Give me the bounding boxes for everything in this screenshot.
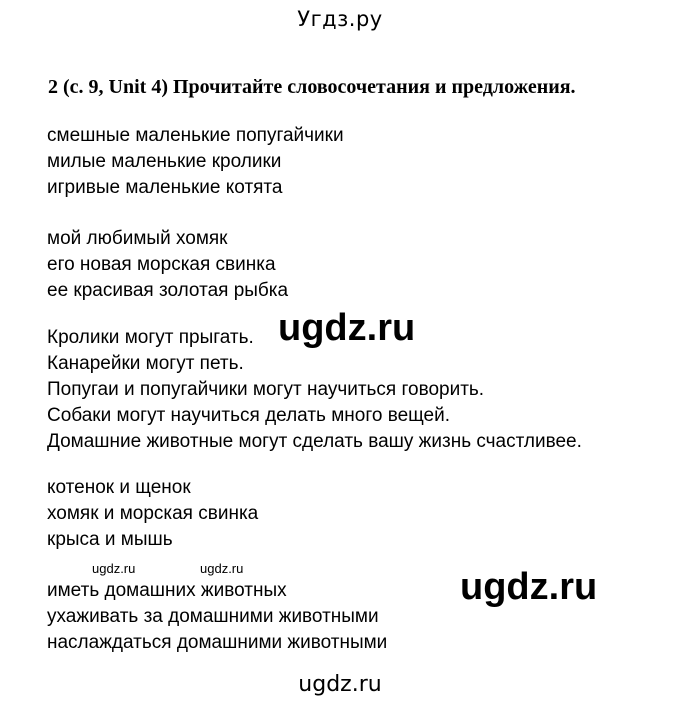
phrase-line: смешные маленькие попугайчики — [47, 125, 344, 146]
sentence-line: Канарейки могут петь. — [47, 353, 244, 374]
sentence-line: Кролики могут прыгать. — [47, 327, 254, 348]
phrase-line: иметь домашних животных — [47, 580, 287, 601]
phrase-line: его новая морская свинка — [47, 254, 276, 275]
watermark: ugdz.ru — [278, 307, 416, 349]
phrase-line: котенок и щенок — [47, 477, 191, 498]
watermark-footer: ugdz.ru — [298, 672, 382, 697]
phrase-line: крыса и мышь — [47, 529, 173, 550]
watermark-small: ugdz.ru — [200, 561, 244, 576]
phrase-line: ее красивая золотая рыбка — [47, 280, 289, 301]
phrase-group-1 — [47, 123, 344, 201]
sentence-line: Попугаи и попугайчики могут научиться говорить. — [47, 379, 485, 400]
phrase-line: хомяк и морская свинка — [47, 503, 259, 524]
phrase-line: мой любимый хомяк — [47, 228, 228, 249]
sentence-line: Собаки могут научиться делать много вещей. — [47, 405, 451, 426]
exercise-heading: 2 (с. 9, Unit 4) Прочитайте словосочетания и предложения. — [48, 76, 576, 98]
site-title: Угдз.ру — [297, 7, 383, 31]
sentence-line: Домашние животные могут сделать вашу жизнь счастливее. — [47, 431, 582, 452]
phrase-group-4 — [47, 578, 387, 656]
watermark: ugdz.ru — [460, 566, 598, 608]
watermark-small: ugdz.ru — [92, 561, 136, 576]
phrase-line: игривые маленькие котята — [47, 177, 283, 198]
phrase-line: ухаживать за домашними животными — [47, 606, 379, 627]
phrase-line: милые маленькие кролики — [47, 151, 282, 172]
phrase-group-2 — [47, 226, 288, 304]
phrase-line: наслаждаться домашними животными — [47, 632, 388, 653]
phrase-group-3 — [47, 475, 258, 553]
